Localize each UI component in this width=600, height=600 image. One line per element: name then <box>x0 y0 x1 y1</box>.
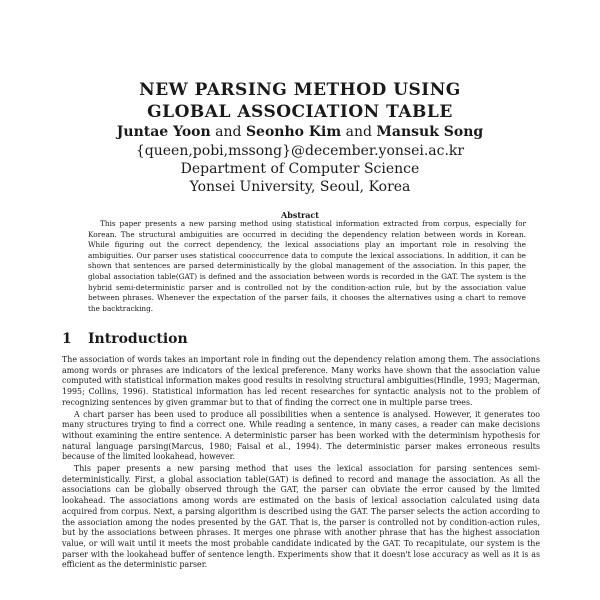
section-heading <box>62 331 188 347</box>
author-list <box>0 124 600 140</box>
section-title: Introduction <box>88 331 188 347</box>
section-body <box>62 355 540 572</box>
author-email: {queen,pobi,mssong}@december.yonsei.ac.kr <box>135 143 465 159</box>
author-name: Seonho Kim <box>245 124 342 140</box>
paper-title-line-1: NEW PARSING METHOD USING <box>139 80 461 100</box>
author-separator: and <box>215 124 242 140</box>
affiliation-department: Department of Computer Science <box>180 161 420 177</box>
author-name: Juntae Yoon <box>116 124 211 140</box>
body-paragraph: This paper presents a new parsing method that uses the lexical association for parsing sentences semi-deterministically. First, a global association table(GAT) is defined to record and manage the association. As all the associations can be globally observed through the GAT, the parser can obviate the error caused by the limited lookahead. The associations among words are estimated on the basis of lexical association calculated using data acquired from corpus. Next, a parsing algorithm is described using the GAT. The parser selects the action according to the association among the nodes presented by the GAT. That is, the parser is controlled not by condition-action rules, but by the associations between phrases. It merges one phrase with another phrase that has the highest association value, or will wait until it meets the most probable candidate indicated by the GAT. To recapitulate, our system is the parser with the lookahead buffer of sentence length. Experiments show that it doesn't lose accuracy as well as it is as efficient as the deterministic parser. <box>62 464 540 570</box>
section-number: 1 <box>62 331 72 347</box>
body-paragraph: The association of words takes an important role in finding out the dependency relation among them. The associations among words or phrases are indicators of the lexical preference. Many works have shown that the association value computed with statistical information makes good results in resolving structural ambiguities(Hindle, 1993; Magerman, 1995; Collins, 1996). Statistical information has led recent researches for syntactic analysis not to the problem of recognizing sentences by given grammar but to that of finding the correct one in multiple parse trees. <box>62 355 540 407</box>
author-name: Mansuk Song <box>376 124 484 140</box>
author-separator: and <box>345 124 372 140</box>
paper-title-line-2: GLOBAL ASSOCIATION TABLE <box>147 102 453 122</box>
abstract-text: This paper presents a new parsing method using statistical information extracted from corpus, especially for Korean. The structural ambiguities are occurred in deciding the dependency relation between words in Korean. While figuring out the correct dependency, the lexical associations play an important role in resolving the ambiguities. Our parser uses statistical cooccurrence data to compute the lexical associations. In addition, it can be shown that sentences are parsed deterministically by the global management of the association. In this paper, the global association table(GAT) is defined and the association between words is recorded in the GAT. The system is the hybrid semi-deterministic parser and is controlled not by the condition-action rule, but by the association value between phrases. Whenever the expectation of the parser fails, it chooses the alternatives using a chart to remove the backtracking. <box>88 219 526 313</box>
abstract-heading: Abstract <box>281 210 319 220</box>
body-paragraph: A chart parser has been used to produce all possibilities when a sentence is analysed. However, it generates too many structures trying to find a correct one. While reading a sentence, in many cases, a reader can make decisions without examining the entire sentence. A deterministic parser has been worked with the determinism hypothesis for natural language parsing(Marcus, 1980; Faisal et al., 1994). The deterministic parser makes erroneous results because of the limited lookahead, however. <box>62 409 540 462</box>
affiliation-university: Yonsei University, Seoul, Korea <box>189 179 411 195</box>
